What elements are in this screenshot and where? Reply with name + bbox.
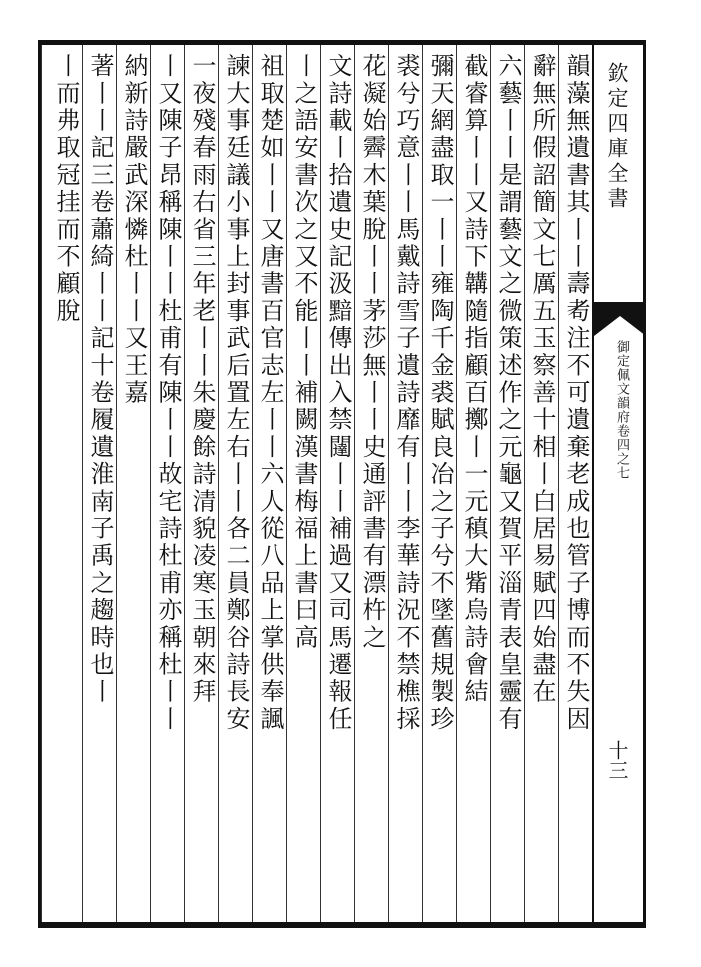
- text-column: [524, 45, 558, 922]
- column-text: 祖取楚如丨丨又唐書百官志左丨丨六人從八品上掌供奉諷: [256, 53, 284, 733]
- column-text: 諫大事廷議小事上封事武后置左右丨丨各二員鄭谷詩長安: [222, 53, 250, 733]
- column-text: 著丨丨記三卷蕭綺丨丨記十卷履遺淮南子禹之趨時也丨: [86, 53, 114, 706]
- column-text: 彌天網盡取一丨丨雍陶千金裘賦良冶之子兮不墜舊規製珍: [426, 53, 454, 733]
- fish-tail-mark-icon: [594, 302, 646, 336]
- text-column: [252, 45, 286, 922]
- text-column: [116, 45, 150, 922]
- page-number: 十三: [605, 740, 629, 780]
- book-title: 御定佩文韻府卷四之七: [614, 340, 629, 480]
- text-column: [422, 45, 456, 922]
- column-text: 丨而弗取冠挂而不顧脫: [52, 53, 80, 325]
- column-text: 截睿算丨丨又詩下韝隨指顧百擲丨一元稹大觜烏詩會結: [460, 53, 488, 706]
- text-column: [82, 45, 116, 922]
- text-column: [41, 45, 82, 922]
- text-column: [456, 45, 490, 922]
- column-text: 丨又陳子昂稱陳丨丨杜甫有陳丨丨故宅詩杜甫亦稱杜丨丨: [154, 53, 182, 733]
- text-column: [490, 45, 524, 922]
- frame-bottom-rule: [38, 922, 646, 928]
- text-column: [184, 45, 218, 922]
- column-text: 文詩載丨拾遺史記汲黯傳出入禁闥丨丨補過又司馬遷報任: [324, 53, 352, 733]
- column-text: 裘兮巧意丨丨馬戴詩雪子遺詩靡有丨丨李華詩況不禁樵採: [392, 53, 420, 733]
- text-column: [286, 45, 320, 922]
- column-text: 納新詩嚴武深憐杜丨丨又王嘉: [120, 53, 148, 407]
- column-text: 花凝始霽木葉脫丨丨茅莎無丨丨史通評書有漂杵之: [358, 53, 386, 652]
- text-column: [354, 45, 388, 922]
- text-column: [558, 45, 592, 922]
- text-columns: [41, 45, 592, 922]
- text-column: [150, 45, 184, 922]
- text-column: [320, 45, 354, 922]
- collection-title: 欽定四庫全書: [605, 62, 629, 212]
- column-text: 丨之語安書次之又不能丨丨補闕漢書梅福上書曰高: [290, 53, 318, 652]
- column-text: 辭無所假詔簡文七厲五玉察善十相丨白居易賦四始盡在: [528, 53, 556, 706]
- text-column: [388, 45, 422, 922]
- column-text: 一夜殘春雨右省三年老丨丨朱慶餘詩清貌凌寒玉朝來拜: [188, 53, 216, 706]
- column-text: 六藝丨丨是謂藝文之微策述作之元龜又賀平淄青表皇靈有: [494, 53, 522, 733]
- margin-strip: [592, 40, 646, 928]
- column-text: 韻藻無遺書其丨丨壽耇注不可遺棄老成也管子博而不失因: [562, 53, 590, 733]
- text-column: [218, 45, 252, 922]
